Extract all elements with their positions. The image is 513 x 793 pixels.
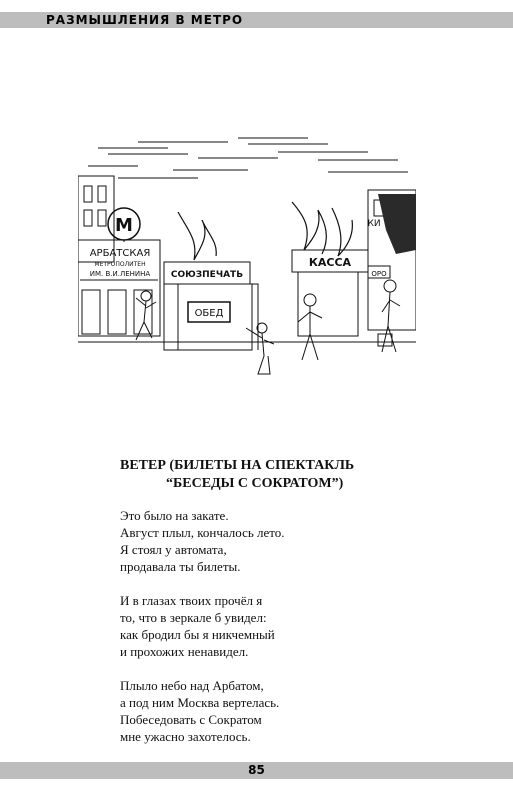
poem-line: а под ним Москва вертелась. (120, 695, 280, 710)
station-sign-line1: АРБАТСКАЯ (89, 248, 151, 259)
poem-line: Плыло небо над Арбатом, (120, 678, 264, 693)
poem-line: И в глазах твоих прочёл я (120, 593, 263, 608)
running-header: РАЗМЫШЛЕНИЯ В МЕТРО (46, 13, 244, 27)
station-sign-line2: МЕТРОПОЛИТЕН (94, 261, 146, 268)
page-number: 85 (248, 763, 265, 777)
poem-line: мне ужасно захотелось. (120, 729, 251, 744)
poem-title-line2: “БЕСЕДЫ С СОКРАТОМ”) (166, 476, 344, 491)
poem-line: как бродил бы я никчемный (120, 627, 275, 642)
poem-title-line1: ВЕТЕР (БИЛЕТЫ НА СПЕКТАКЛЬ (120, 458, 355, 473)
stanza (120, 507, 440, 575)
lunch-sign: ОБЕД (194, 308, 224, 319)
poem-line: и прохожих ненавидел. (120, 644, 249, 659)
metro-m-sign: М (115, 215, 133, 236)
ticket-sign: КАССА (308, 256, 352, 269)
poem-line: продавала ты билеты. (120, 559, 241, 574)
poem-line: Это было на закате. (120, 508, 229, 523)
poem-line: Август плыл, кончалось лето. (120, 525, 285, 540)
side-sign: КИ (367, 219, 381, 229)
poem-line: Побеседовать с Сократом (120, 712, 262, 727)
station-sign-line3: ИМ. В.И.ЛЕНИНА (89, 270, 151, 278)
stanza (120, 592, 440, 660)
arbat-street-illustration (78, 130, 416, 402)
poem-title (120, 457, 440, 493)
poem-line: то, что в зеркале б увидел: (120, 610, 267, 625)
kiosk-sign: СОЮЗПЕЧАТЬ (170, 270, 244, 280)
small-sign: ОРО (371, 270, 387, 278)
poem-body (120, 507, 440, 762)
poem-line: Я стоял у автомата, (120, 542, 227, 557)
stanza (120, 677, 440, 745)
